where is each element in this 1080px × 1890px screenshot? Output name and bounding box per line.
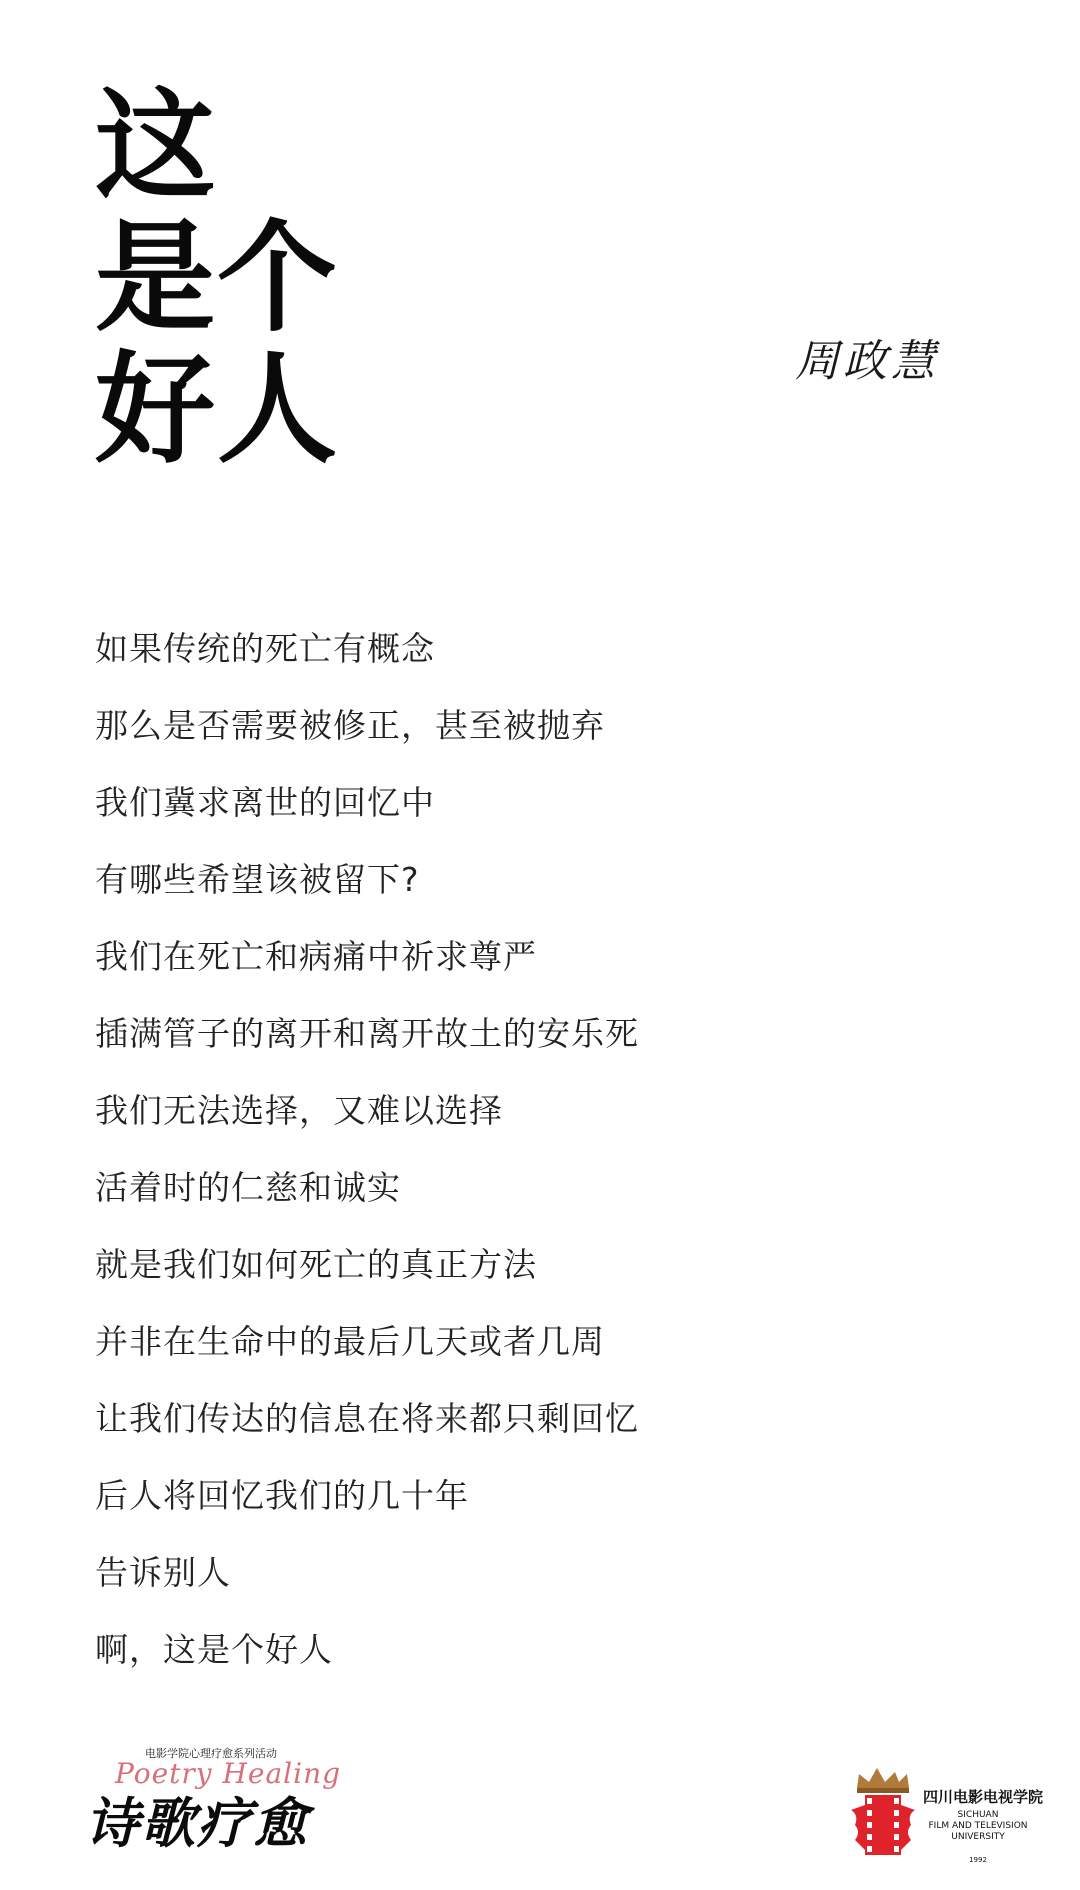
poem-line: 活着时的仁慈和诚实 — [95, 1168, 401, 1207]
title-line-2: 是个 — [95, 207, 339, 348]
poem-line: 插满管子的离开和离开故土的安乐死 — [95, 1014, 639, 1053]
poem-line: 让我们传达的信息在将来都只剩回忆 — [95, 1399, 639, 1438]
poem-title — [95, 75, 339, 480]
poem-line: 就是我们如何死亡的真正方法 — [95, 1245, 537, 1284]
title-line-1: 这 — [95, 75, 217, 216]
poem-line: 有哪些希望该被留下? — [95, 860, 420, 899]
university-name-english — [923, 1810, 1033, 1843]
university-name-line: FILM AND TELEVISION — [928, 1821, 1028, 1831]
university-name-line: UNIVERSITY — [951, 1832, 1005, 1842]
poem-line: 后人将回忆我们的几十年 — [95, 1476, 469, 1515]
poem-line: 告诉别人 — [95, 1553, 231, 1592]
poem-line: 那么是否需要被修正，甚至被抛弃 — [95, 706, 605, 745]
crown-film-logo-icon — [845, 1760, 925, 1860]
poetry-healing-english: Poetry Healing — [115, 1757, 342, 1790]
university-logo — [845, 1760, 1045, 1864]
founding-year: 1992 — [969, 1856, 987, 1864]
university-name-chinese: 四川电影电视学院 — [923, 1788, 1044, 1806]
poem-line: 啊，这是个好人 — [95, 1630, 333, 1669]
poem-line: 如果传统的死亡有概念 — [95, 629, 435, 668]
poem-line: 我们无法选择，又难以选择 — [95, 1091, 503, 1130]
title-line-3: 好人 — [95, 339, 339, 480]
poem-body — [95, 610, 995, 1688]
university-name-line: SICHUAN — [957, 1810, 999, 1820]
poem-line: 我们在死亡和病痛中祈求尊严 — [95, 937, 537, 976]
author-signature: 周政慧 — [795, 336, 939, 387]
poetry-healing-chinese: 诗歌疗愈 — [85, 1792, 309, 1855]
poetry-healing-logo — [85, 1745, 345, 1855]
poem-line: 我们冀求离世的回忆中 — [95, 783, 435, 822]
poem-line: 并非在生命中的最后几天或者几周 — [95, 1322, 605, 1361]
event-series-label: 电影学院心理疗愈系列活动 — [145, 1747, 277, 1760]
